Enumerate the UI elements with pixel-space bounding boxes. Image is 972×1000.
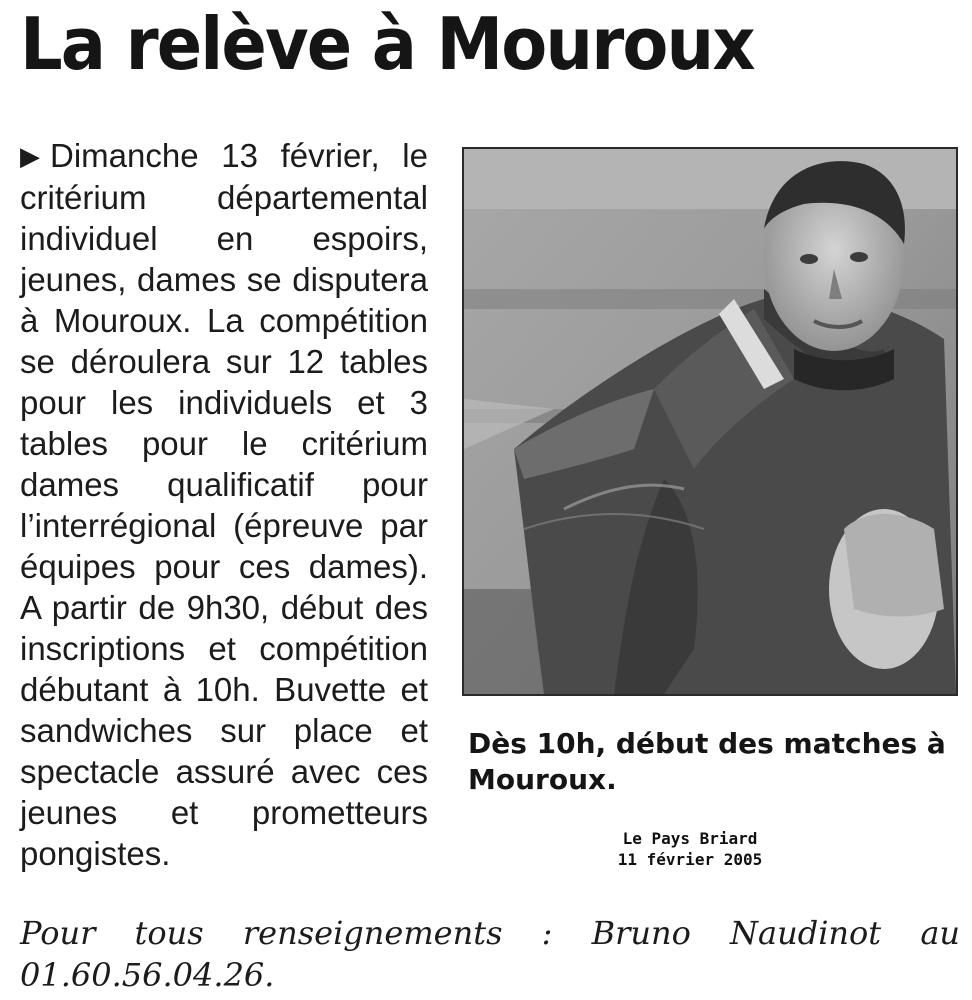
article-body <box>20 135 428 874</box>
contact-info: Pour tous renseignements : Bruno Naudinot au 01.60.56.04.26. <box>20 914 960 994</box>
source-publication: Le Pays Briard <box>622 829 758 848</box>
photo-caption: Dès 10h, début des matches à Mouroux. <box>468 727 946 796</box>
article-body-text: Dimanche 13 février, le critérium départemental individuel en espoirs, jeunes, dames se disputera à Mouroux. La compétition se déroulera sur 12 tables pour les individuels et 3 tables pour le critérium dames qualificatif pour l’interrégional (épreuve par équipes pour ces dames). A partir de 9h30, début des inscriptions et compétition débutant à 10h. Buvette et sandwiches sur place et spectacle assuré avec ces jeunes et prometteurs pongistes. <box>20 137 428 872</box>
source-credit <box>560 828 820 870</box>
photo-player-image <box>464 149 956 694</box>
triangle-right-icon: ▶ <box>20 141 40 171</box>
source-date: 11 février 2005 <box>617 850 763 869</box>
article-paragraph <box>20 135 428 874</box>
article-photo <box>462 147 958 696</box>
headline: La relève à Mouroux <box>20 2 754 86</box>
